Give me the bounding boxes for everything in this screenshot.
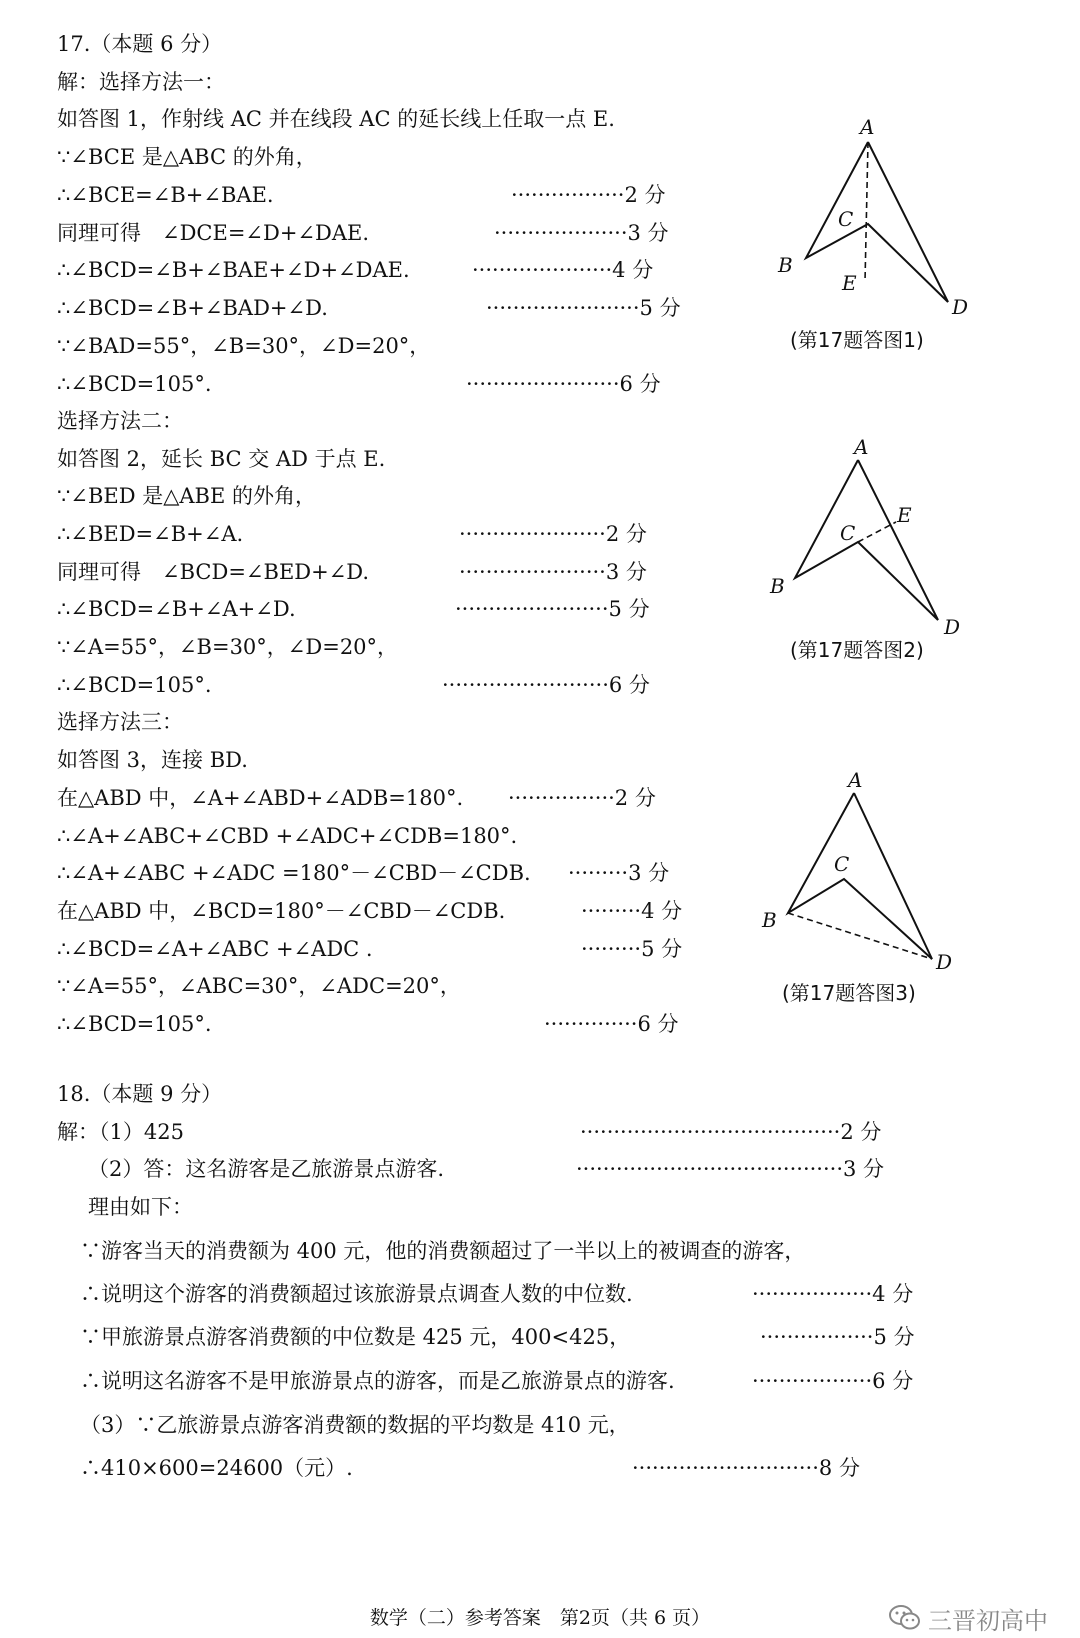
figure-2-quadrilateral [795,460,938,620]
label-b: B [770,574,785,598]
figure-1-caption: (第17题答图1) [790,328,924,352]
q18-line: 解：（1）425 [57,1120,184,1144]
score-marker: ·······················5 分 [455,597,650,621]
method2-intro: 选择方法二： [57,409,183,433]
label-c: C [834,852,850,876]
q18-line: ∴说明这个游客的消费额超过该旅游景点调查人数的中位数. [80,1282,633,1306]
label-e: E [842,271,857,295]
score-marker: ······················2 分 [459,522,647,546]
q18-line: ∴说明这名游客不是甲旅游景点的游客，而是乙旅游景点的游客. [80,1369,675,1393]
method2-line: ∴∠BCD=105°. [57,673,212,697]
label-c: C [840,521,856,545]
wechat-icon [888,1603,922,1633]
method3-intro: 选择方法三： [57,710,183,734]
method3-line: 如答图 3，连接 BD. [57,748,248,772]
score-marker: ··················4 分 [752,1282,914,1306]
q18-line: ∵甲旅游景点游客消费额的中位数是 425 元，400<425， [80,1325,631,1349]
method2-line: 同理可得 ∠BCD=∠BED+∠D. [57,560,370,584]
score-marker: ·················2 分 [511,183,666,207]
watermark [888,1600,1078,1636]
method1-intro: 解：选择方法一： [57,70,225,94]
method3-line: 在△ABD 中，∠BCD=180°－∠CBD－∠CDB. [57,899,506,923]
method1-line: 同理可得 ∠DCE=∠D+∠DAE. [57,221,370,245]
method3-line: 在△ABD 中，∠A+∠ABD+∠ADB=180°. [57,786,464,810]
q18-line: （3）∵乙旅游景点游客消费额的数据的平均数是 410 元， [80,1413,630,1437]
label-e: E [897,503,912,527]
figure-3-quadrilateral [788,793,932,959]
q18-line: ∴410×600=24600（元）. [80,1456,353,1480]
score-marker: ·····················4 分 [472,258,654,282]
label-a: A [848,768,863,792]
label-a: A [854,435,869,459]
method3-line: ∵∠A=55°，∠ABC=30°，∠ADC=20°， [57,974,461,998]
score-marker: ··············6 分 [544,1012,679,1036]
score-marker: ····························8 分 [632,1456,860,1480]
method2-line: ∴∠BED=∠B+∠A. [57,522,244,546]
score-marker: ·········5 分 [581,937,683,961]
method1-line: ∴∠BCD=105°. [57,372,212,396]
watermark-text: 三晋初高中 [928,1606,1048,1635]
figure-3-segment-bd [788,913,932,959]
method1-line: ∵∠BAD=55°，∠B=30°，∠D=20°， [57,334,431,358]
q18-line: 理由如下： [88,1195,193,1219]
score-marker: ·······································2 分 [580,1120,882,1144]
score-marker: ·························6 分 [442,673,650,697]
method2-line: ∴∠BCD=∠B+∠A+∠D. [57,597,296,621]
method1-line: ∴∠BCE=∠B+∠BAE. [57,183,274,207]
figure-1-quadrilateral [806,142,948,302]
score-marker: ·········3 分 [568,861,670,885]
method3-line: ∴∠BCD=105°. [57,1012,212,1036]
score-marker: ······················3 分 [459,560,647,584]
method1-line: 如答图 1，作射线 AC 并在线段 AC 的延长线上任取一点 E. [57,107,615,131]
q18-line: （2）答：这名游客是乙旅游景点游客. [88,1157,445,1181]
figure-1-ray-ae [865,142,868,282]
label-a: A [860,115,875,139]
score-marker: ·······················6 分 [466,372,661,396]
method2-line: 如答图 2，延长 BC 交 AD 于点 E. [57,447,386,471]
label-d: D [944,615,961,639]
label-b: B [762,908,777,932]
label-c: C [838,207,854,231]
score-marker: ················2 分 [508,786,656,810]
label-d: D [952,295,969,319]
figure-2-caption: (第17题答图2) [790,638,924,662]
figure-3-caption: (第17题答图3) [782,981,916,1005]
q18-line: ∵游客当天的消费额为 400 元，他的消费额超过了一半以上的被调查的游客， [80,1239,806,1263]
figure-2 [760,430,990,645]
method2-line: ∵∠A=55°，∠B=30°，∠D=20°， [57,635,399,659]
method3-line: ∴∠BCD=∠A+∠ABC +∠ADC . [57,937,373,961]
figure-1 [770,110,1000,340]
method3-line: ∴∠A+∠ABC +∠ADC =180°－∠CBD－∠CDB. [57,861,531,885]
figure-3 [750,765,990,980]
score-marker: ····················3 分 [494,221,669,245]
method3-line: ∴∠A+∠ABC+∠CBD +∠ADC+∠CDB=180°. [57,824,518,848]
q17-title: 17.（本题 6 分） [57,32,223,56]
method1-line: ∵∠BCE 是△ABC 的外角， [57,145,317,169]
score-marker: ··················6 分 [752,1369,914,1393]
method1-line: ∴∠BCD=∠B+∠BAE+∠D+∠DAE. [57,258,410,282]
score-marker: ·······················5 分 [486,296,681,320]
page-footer: 数学（二）参考答案 第2页（共 6 页） [369,1607,711,1629]
q18-title: 18.（本题 9 分） [57,1082,223,1106]
label-d: D [936,950,953,974]
method2-line: ∵∠BED 是△ABE 的外角， [57,484,316,508]
label-b: B [778,253,793,277]
score-marker: ········································3 分 [576,1157,885,1181]
score-marker: ·········4 分 [581,899,683,923]
method1-line: ∴∠BCD=∠B+∠BAD+∠D. [57,296,328,320]
score-marker: ·················5 分 [760,1325,915,1349]
